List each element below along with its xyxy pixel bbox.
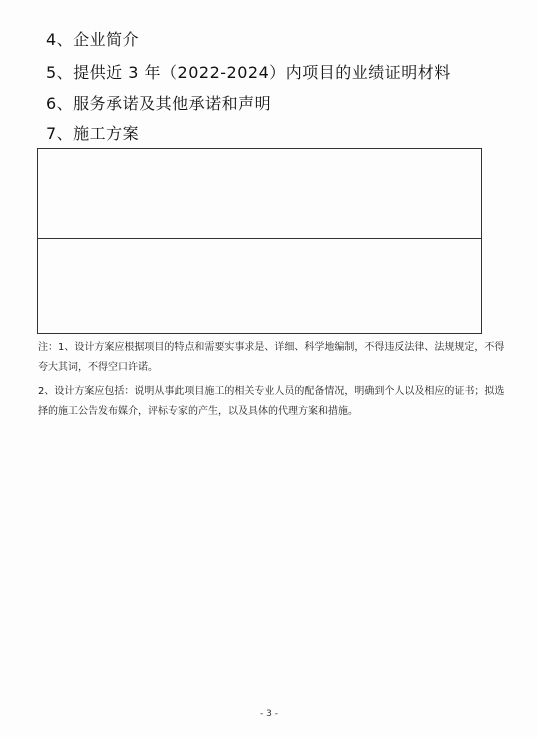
heading-performance-proof: 5、提供近 3 年（2022-2024）内项目的业绩证明材料 bbox=[46, 63, 451, 82]
note-2: 2、设计方案应包括：说明从事此项目施工的相关专业人员的配备情况，明确到个人以及相应的证书；拟选择的施工公告发布媒介，评标专家的产生，以及具体的代理方案和措施。 bbox=[38, 386, 505, 417]
heading-service-commitment: 6、服务承诺及其他承诺和声明 bbox=[46, 94, 272, 113]
box-divider bbox=[38, 238, 481, 239]
note-1: 注：1、设计方案应根据项目的特点和需要实事求是、详细、科学地编制，不得违反法律、法规规定，不得夸大其词，不得空口许诺。 bbox=[38, 342, 505, 373]
construction-plan-box bbox=[37, 148, 482, 334]
heading-construction-plan: 7、施工方案 bbox=[46, 124, 140, 143]
heading-company-profile: 4、企业简介 bbox=[46, 30, 140, 49]
page-number: - 3 - bbox=[260, 709, 278, 719]
